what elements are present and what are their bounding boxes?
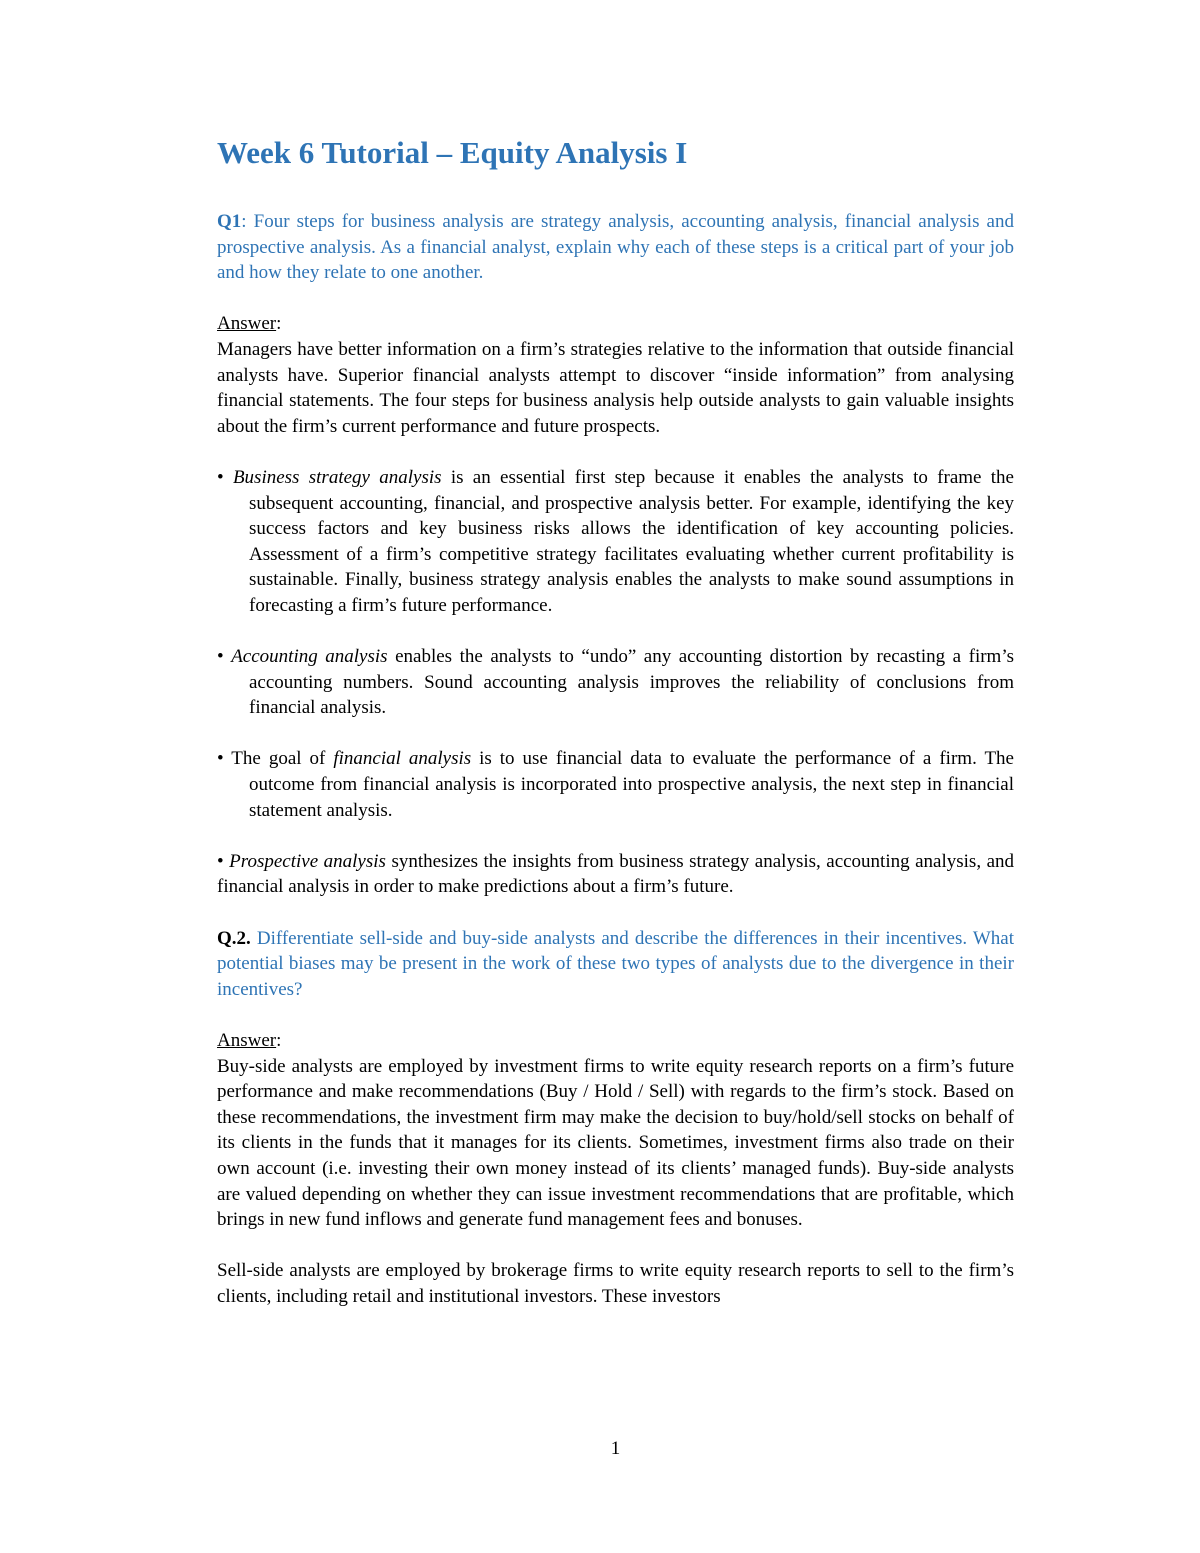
bullet-term: Accounting analysis [231, 646, 388, 668]
bullet-term: financial analysis [333, 748, 472, 770]
answer-2-paragraph-1: Buy-side analysts are employed by investment firms to write equity research reports on a firm’s future performance and make recommendations (Buy / Hold / Sell) with regards to the firm’s stock. Based on these recommendations, the investment firm may make the decision to buy/hold/sell stocks on behalf of its clients in the funds that it manages for its clients. Sometimes, investment firms also trade on their own account (i.e. investing their own money instead of its clients’ managed funds). Buy-side analysts are valued depending on whether they can issue investment recommendations that are profitable, which brings in new fund inflows and generate fund management fees and bonuses. [217, 1055, 1014, 1231]
question-2-text: Differentiate sell-side and buy-side analysts and describe the differences in their incentives. What potential biases may be present in the work of these two types of analysts due to the divergence in their incentives? [217, 927, 1014, 1000]
bullet-text: is an essential first step because it enables the analysts to frame the subsequent accounting, financial, and prospective analysis better. For example, identifying the key success factors and key business risks allows the identification of key accounting policies. Assessment of a firm’s competitive strategy facilitates evaluating whether current profitability is sustainable. Finally, business strategy analysis enables the analysts to make sound assumptions in forecasting a firm’s future performance. [249, 466, 1014, 616]
bullet-accounting [217, 644, 1014, 721]
bullet-icon: • [217, 646, 224, 668]
bullet-prefix: The goal of [231, 748, 334, 770]
question-1-colon: : [241, 211, 254, 232]
bullet-term: Business strategy analysis [232, 466, 442, 488]
bullet-text: enables the analysts to “undo” any accounting distortion by recasting a firm’s accounting numbers. Sound accounting analysis improves the reliability of conclusions from financial analysis. [249, 646, 1014, 719]
answer-1-intro: Managers have better information on a firm’s strategies relative to the information that outside financial analysts have. Superior financial analysts attempt to discover “inside information” from analysing financial statements. The four steps for business analysis help outside analysts to gain valuable insights about the firm’s current performance and future prospects. [217, 338, 1014, 437]
question-2 [217, 926, 1014, 1003]
question-1-text: Four steps for business analysis are strategy analysis, accounting analysis, financial analysis and prospective analysis. As a financial analyst, explain why each of these steps is a critical part of your job and how they relate to one another. [217, 211, 1014, 284]
bullet-prospective [217, 849, 1014, 900]
bullet-icon: • [217, 466, 224, 488]
bullet-business-strategy [217, 465, 1014, 619]
answer-1-label: Answer [217, 313, 277, 335]
question-2-label: Q.2. [217, 927, 251, 949]
page-title: Week 6 Tutorial – Equity Analysis I [217, 135, 688, 170]
answer-2-heading [217, 1028, 1014, 1054]
page-number: 1 [610, 1438, 621, 1459]
document-page [217, 0, 1014, 1553]
answer-2-label: Answer [217, 1030, 277, 1051]
bullet-text: synthesizes the insights from business strategy analysis, accounting analysis, and financial analysis in order to make predictions about a firm’s future. [217, 850, 1015, 898]
document-body [217, 209, 1014, 1310]
bullet-text: is to use financial data to evaluate the performance of a firm. The outcome from financial analysis is incorporated into prospective analysis, the next step in financial statement analysis. [249, 748, 1014, 821]
answer-1-heading [217, 311, 1014, 337]
bullet-icon: • [217, 748, 224, 770]
question-1-label: Q1 [217, 211, 242, 232]
bullet-icon: • [217, 850, 224, 872]
answer-2-colon: : [276, 1030, 282, 1051]
question-1 [217, 209, 1014, 286]
answer-1-colon: : [276, 313, 282, 335]
bullet-financial [217, 746, 1014, 823]
answer-2-paragraph-2: Sell-side analysts are employed by brokerage firms to write equity research reports to sell to the firm’s clients, including retail and institutional investors. These investors [217, 1260, 1014, 1307]
bullet-term: Prospective analysis [229, 850, 386, 872]
